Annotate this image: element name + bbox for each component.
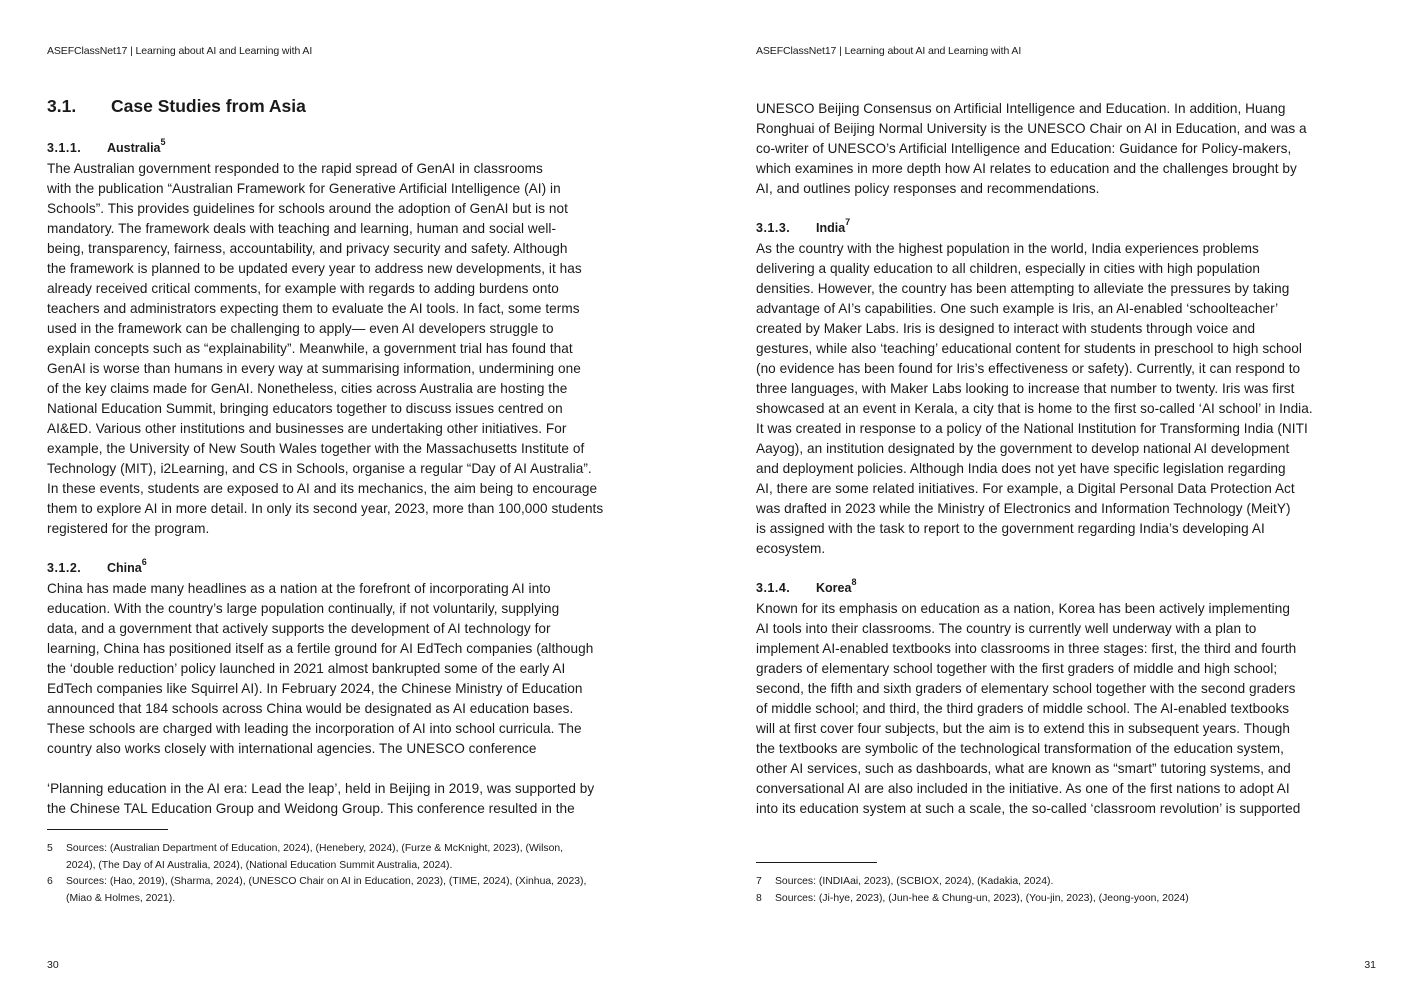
footnote-text-line: Sources: (Australian Department of Education, 2024), (Henebery, 2024), (Furze & McKnight, 2023), (Wilson, bbox=[66, 843, 564, 854]
text-line: explain concepts such as “explainability”. Meanwhile, a government trial has found that bbox=[47, 341, 573, 356]
text-line: example, the University of New South Wales together with the Massachusetts Institute of bbox=[47, 441, 585, 456]
text-line: into its education system at such a scale, the so-called ‘classroom revolution’ is supported bbox=[756, 801, 1301, 816]
text-line: of middle school; and third, the third graders of middle school. The AI-enabled textbooks bbox=[756, 701, 1290, 716]
subsection-title: India bbox=[816, 221, 846, 236]
paragraph-india bbox=[756, 239, 1313, 559]
text-line: the Chinese TAL Education Group and Weidong Group. This conference resulted in the bbox=[47, 801, 575, 816]
text-line: education. With the country’s large population continually, if not voluntarily, supplying bbox=[47, 601, 560, 616]
text-line: AI tools into their classrooms. The country is currently well underway with a plan to bbox=[756, 621, 1257, 636]
footnote-text-line: 2024), (The Day of AI Australia, 2024), (National Education Summit Australia, 2024). bbox=[66, 859, 453, 871]
subsection-title: China bbox=[107, 561, 142, 576]
text-line: created by Maker Labs. Iris is designed to interact with students through voice and bbox=[756, 321, 1256, 336]
footnotes-left bbox=[47, 841, 586, 907]
subsection-heading-australia bbox=[47, 139, 166, 155]
footnote-ref-link[interactable]: 8 bbox=[851, 577, 857, 587]
text-line: It was created in response to a policy of the National Institution for Transforming India (NITI bbox=[756, 421, 1308, 436]
footnote-ref-link[interactable]: 6 bbox=[141, 557, 147, 567]
text-line: registered for the program. bbox=[47, 521, 210, 536]
text-line: Schools”. This provides guidelines for schools around the adoption of GenAI but is not bbox=[47, 201, 568, 216]
text-line: delivering a quality education to all children, especially in cities with high population bbox=[756, 261, 1260, 276]
subsection-title: Australia bbox=[107, 141, 161, 156]
text-line: the ‘double reduction’ policy launched in 2021 almost bankrupted some of the early AI bbox=[47, 661, 566, 676]
text-line: the textbooks are symbolic of the technological transformation of the education system, bbox=[756, 741, 1284, 756]
paragraph-china bbox=[47, 579, 593, 759]
text-line: and deployment policies. Although India does not yet have specific legislation regarding bbox=[756, 461, 1286, 476]
text-line: data, and a government that actively supports the development of AI technology for bbox=[47, 621, 551, 636]
subsection-number: 3.1.3. bbox=[756, 221, 791, 236]
footnotes-right bbox=[756, 874, 1189, 907]
text-line: EdTech companies like Squirrel AI). In February 2024, the Chinese Ministry of Education bbox=[47, 681, 583, 696]
text-line: Known for its emphasis on education as a nation, Korea has been actively implementing bbox=[756, 601, 1290, 616]
footnote bbox=[756, 891, 1189, 908]
text-line: other AI services, such as dashboards, what are known as “smart” tutoring systems, and bbox=[756, 761, 1291, 776]
text-line: AI&ED. Various other institutions and businesses are undertaking other initiatives. For bbox=[47, 421, 567, 436]
section-title bbox=[47, 96, 306, 117]
text-line: These schools are charged with leading the incorporation of AI into school curricula. The bbox=[47, 721, 582, 736]
footnote-ref-link[interactable]: 5 bbox=[160, 137, 166, 147]
text-line: mandatory. The framework deals with teaching and learning, human and social well- bbox=[47, 221, 557, 236]
subsection-heading-china bbox=[47, 559, 147, 575]
footnote-number: 5 bbox=[47, 843, 53, 854]
text-line: advantage of AI’s capabilities. One such example is Iris, an AI-enabled ‘schoolteacher’ bbox=[756, 301, 1279, 316]
text-line: China has made many headlines as a nation at the forefront of incorporating AI into bbox=[47, 581, 551, 596]
text-line: of the key claims made for GenAI. Nonetheless, cities across Australia are hosting the bbox=[47, 381, 568, 396]
text-line: UNESCO Beijing Consensus on Artificial Intelligence and Education. In addition, Huang bbox=[756, 101, 1286, 116]
text-line: the framework is planned to be updated every year to address new developments, it has bbox=[47, 261, 582, 276]
subsection-number: 3.1.4. bbox=[756, 581, 791, 596]
text-line: Aayog), an institution designated by the government to develop national AI development bbox=[756, 441, 1290, 456]
footnote-number: 7 bbox=[756, 876, 762, 887]
footnote-number: 6 bbox=[47, 876, 53, 887]
text-line: (no evidence has been found for Iris’s effectiveness or safety). Currently, it can respond to bbox=[756, 361, 1301, 376]
footnote bbox=[47, 841, 586, 874]
text-line: country also works closely with international agencies. The UNESCO conference bbox=[47, 741, 537, 756]
text-line: used in the framework can be challenging to apply— even AI developers struggle to bbox=[47, 321, 554, 336]
page-number: 31 bbox=[1364, 959, 1376, 971]
section-number: 3.1. bbox=[47, 96, 77, 116]
text-line: AI, and outlines policy responses and recommendations. bbox=[756, 181, 1100, 196]
text-line: ‘Planning education in the AI era: Lead the leap’, held in Beijing in 2019, was supported by bbox=[47, 781, 595, 796]
text-line: The Australian government responded to the rapid spread of GenAI in classrooms bbox=[47, 161, 543, 176]
paragraph-china-continued bbox=[47, 779, 594, 819]
text-line: is assigned with the task to report to the government regarding India’s developing AI bbox=[756, 521, 1265, 536]
section-title-text: Case Studies from Asia bbox=[111, 96, 306, 116]
text-line: As the country with the highest population in the world, India experiences problems bbox=[756, 241, 1259, 256]
text-line: gestures, while also ‘teaching’ educational content for students in preschool to high school bbox=[756, 341, 1302, 356]
paragraph-china-continued-right bbox=[756, 99, 1307, 199]
text-line: was drafted in 2023 while the Ministry of Electronics and Information Technology (MeitY) bbox=[756, 501, 1291, 516]
text-line: co-writer of UNESCO’s Artificial Intelligence and Education: Guidance for Policy-makers, bbox=[756, 141, 1292, 156]
text-line: Technology (MIT), i2Learning, and CS in Schools, organise a regular “Day of AI Australia”. bbox=[47, 461, 592, 476]
text-line: GenAI is worse than humans in every way at summarising information, undermining one bbox=[47, 361, 581, 376]
footnote bbox=[756, 874, 1189, 891]
running-header: ASEFClassNet17 | Learning about AI and Learning with AI bbox=[47, 45, 313, 57]
right-page bbox=[756, 0, 1376, 987]
subsection-heading-korea bbox=[756, 579, 856, 595]
text-line: with the publication “Australian Framework for Generative Artificial Intelligence (AI) in bbox=[47, 181, 561, 196]
footnote-text-line: Sources: (Hao, 2019), (Sharma, 2024), (UNESCO Chair on AI in Education, 2023), (TIME, 2024), (Xinhua, 2023), bbox=[66, 876, 587, 887]
footnote-text-line: Sources: (INDIAai, 2023), (SCBIOX, 2024), (Kadakia, 2024). bbox=[775, 876, 1054, 887]
text-line: In these events, students are exposed to AI and its mechanics, the aim being to encourage bbox=[47, 481, 598, 496]
text-line: implement AI-enabled textbooks into classrooms in three stages: first, the third and fourth bbox=[756, 641, 1297, 656]
text-line: Ronghuai of Beijing Normal University is the UNESCO Chair on AI in Education, and was a bbox=[756, 121, 1307, 136]
text-line: which examines in more depth how AI relates to education and the challenges brought by bbox=[756, 161, 1297, 176]
text-line: already received critical comments, for example with regards to adding burdens onto bbox=[47, 281, 559, 296]
text-line: being, transparency, fairness, accountability, and privacy security and safety. Although bbox=[47, 241, 568, 256]
text-line: graders of elementary school together with the first graders of middle and high school; bbox=[756, 661, 1278, 676]
subsection-number: 3.1.2. bbox=[47, 561, 82, 576]
running-header: ASEFClassNet17 | Learning about AI and Learning with AI bbox=[756, 45, 1022, 57]
text-line: teachers and administrators expecting them to evaluate the AI tools. In fact, some terms bbox=[47, 301, 580, 316]
text-line: ecosystem. bbox=[756, 541, 826, 556]
paragraph-australia bbox=[47, 159, 603, 539]
footnote-divider bbox=[47, 829, 168, 830]
footnote-text-line: Sources: (Ji-hye, 2023), (Jun-hee & Chung-un, 2023), (You-jin, 2023), (Jeong-yoon, 2024) bbox=[775, 892, 1189, 904]
text-line: them to explore AI in more detail. In only its second year, 2023, more than 100,000 students bbox=[47, 501, 604, 516]
text-line: AI, there are some related initiatives. For example, a Digital Personal Data Protection Act bbox=[756, 481, 1295, 496]
footnote-number: 8 bbox=[756, 892, 762, 904]
text-line: conversational AI are also included in the initiative. As one of the first nations to adopt AI bbox=[756, 781, 1290, 796]
subsection-title: Korea bbox=[816, 581, 852, 596]
text-line: showcased at an event in Kerala, a city that is home to the first so-called ‘AI school’ in India. bbox=[756, 401, 1313, 416]
footnote bbox=[47, 874, 586, 907]
text-line: National Education Summit, bringing educators together to discuss issues centred on bbox=[47, 401, 563, 416]
text-line: second, the fifth and sixth graders of elementary school together with the second graders bbox=[756, 681, 1296, 696]
paragraph-korea bbox=[756, 599, 1300, 819]
text-line: learning, China has positioned itself as a fertile ground for AI EdTech companies (although bbox=[47, 641, 594, 656]
subsection-heading-india bbox=[756, 219, 850, 235]
text-line: three languages, with Maker Labs looking to increase that number to twenty. Iris was first bbox=[756, 381, 1295, 396]
text-line: announced that 184 schools across China would be designated as AI education bases. bbox=[47, 701, 574, 716]
text-line: densities. However, the country has been attempting to alleviate the pressures by taking bbox=[756, 281, 1290, 296]
left-page bbox=[47, 0, 667, 987]
page-number: 30 bbox=[47, 959, 59, 971]
footnote-ref-link[interactable]: 7 bbox=[845, 217, 851, 227]
footnote-text-line: (Miao & Holmes, 2021). bbox=[66, 892, 176, 904]
text-line: will at first cover four subjects, but the aim is to extend this in subsequent years. Though bbox=[756, 721, 1291, 736]
subsection-number: 3.1.1. bbox=[47, 141, 82, 156]
footnote-divider bbox=[756, 862, 877, 863]
